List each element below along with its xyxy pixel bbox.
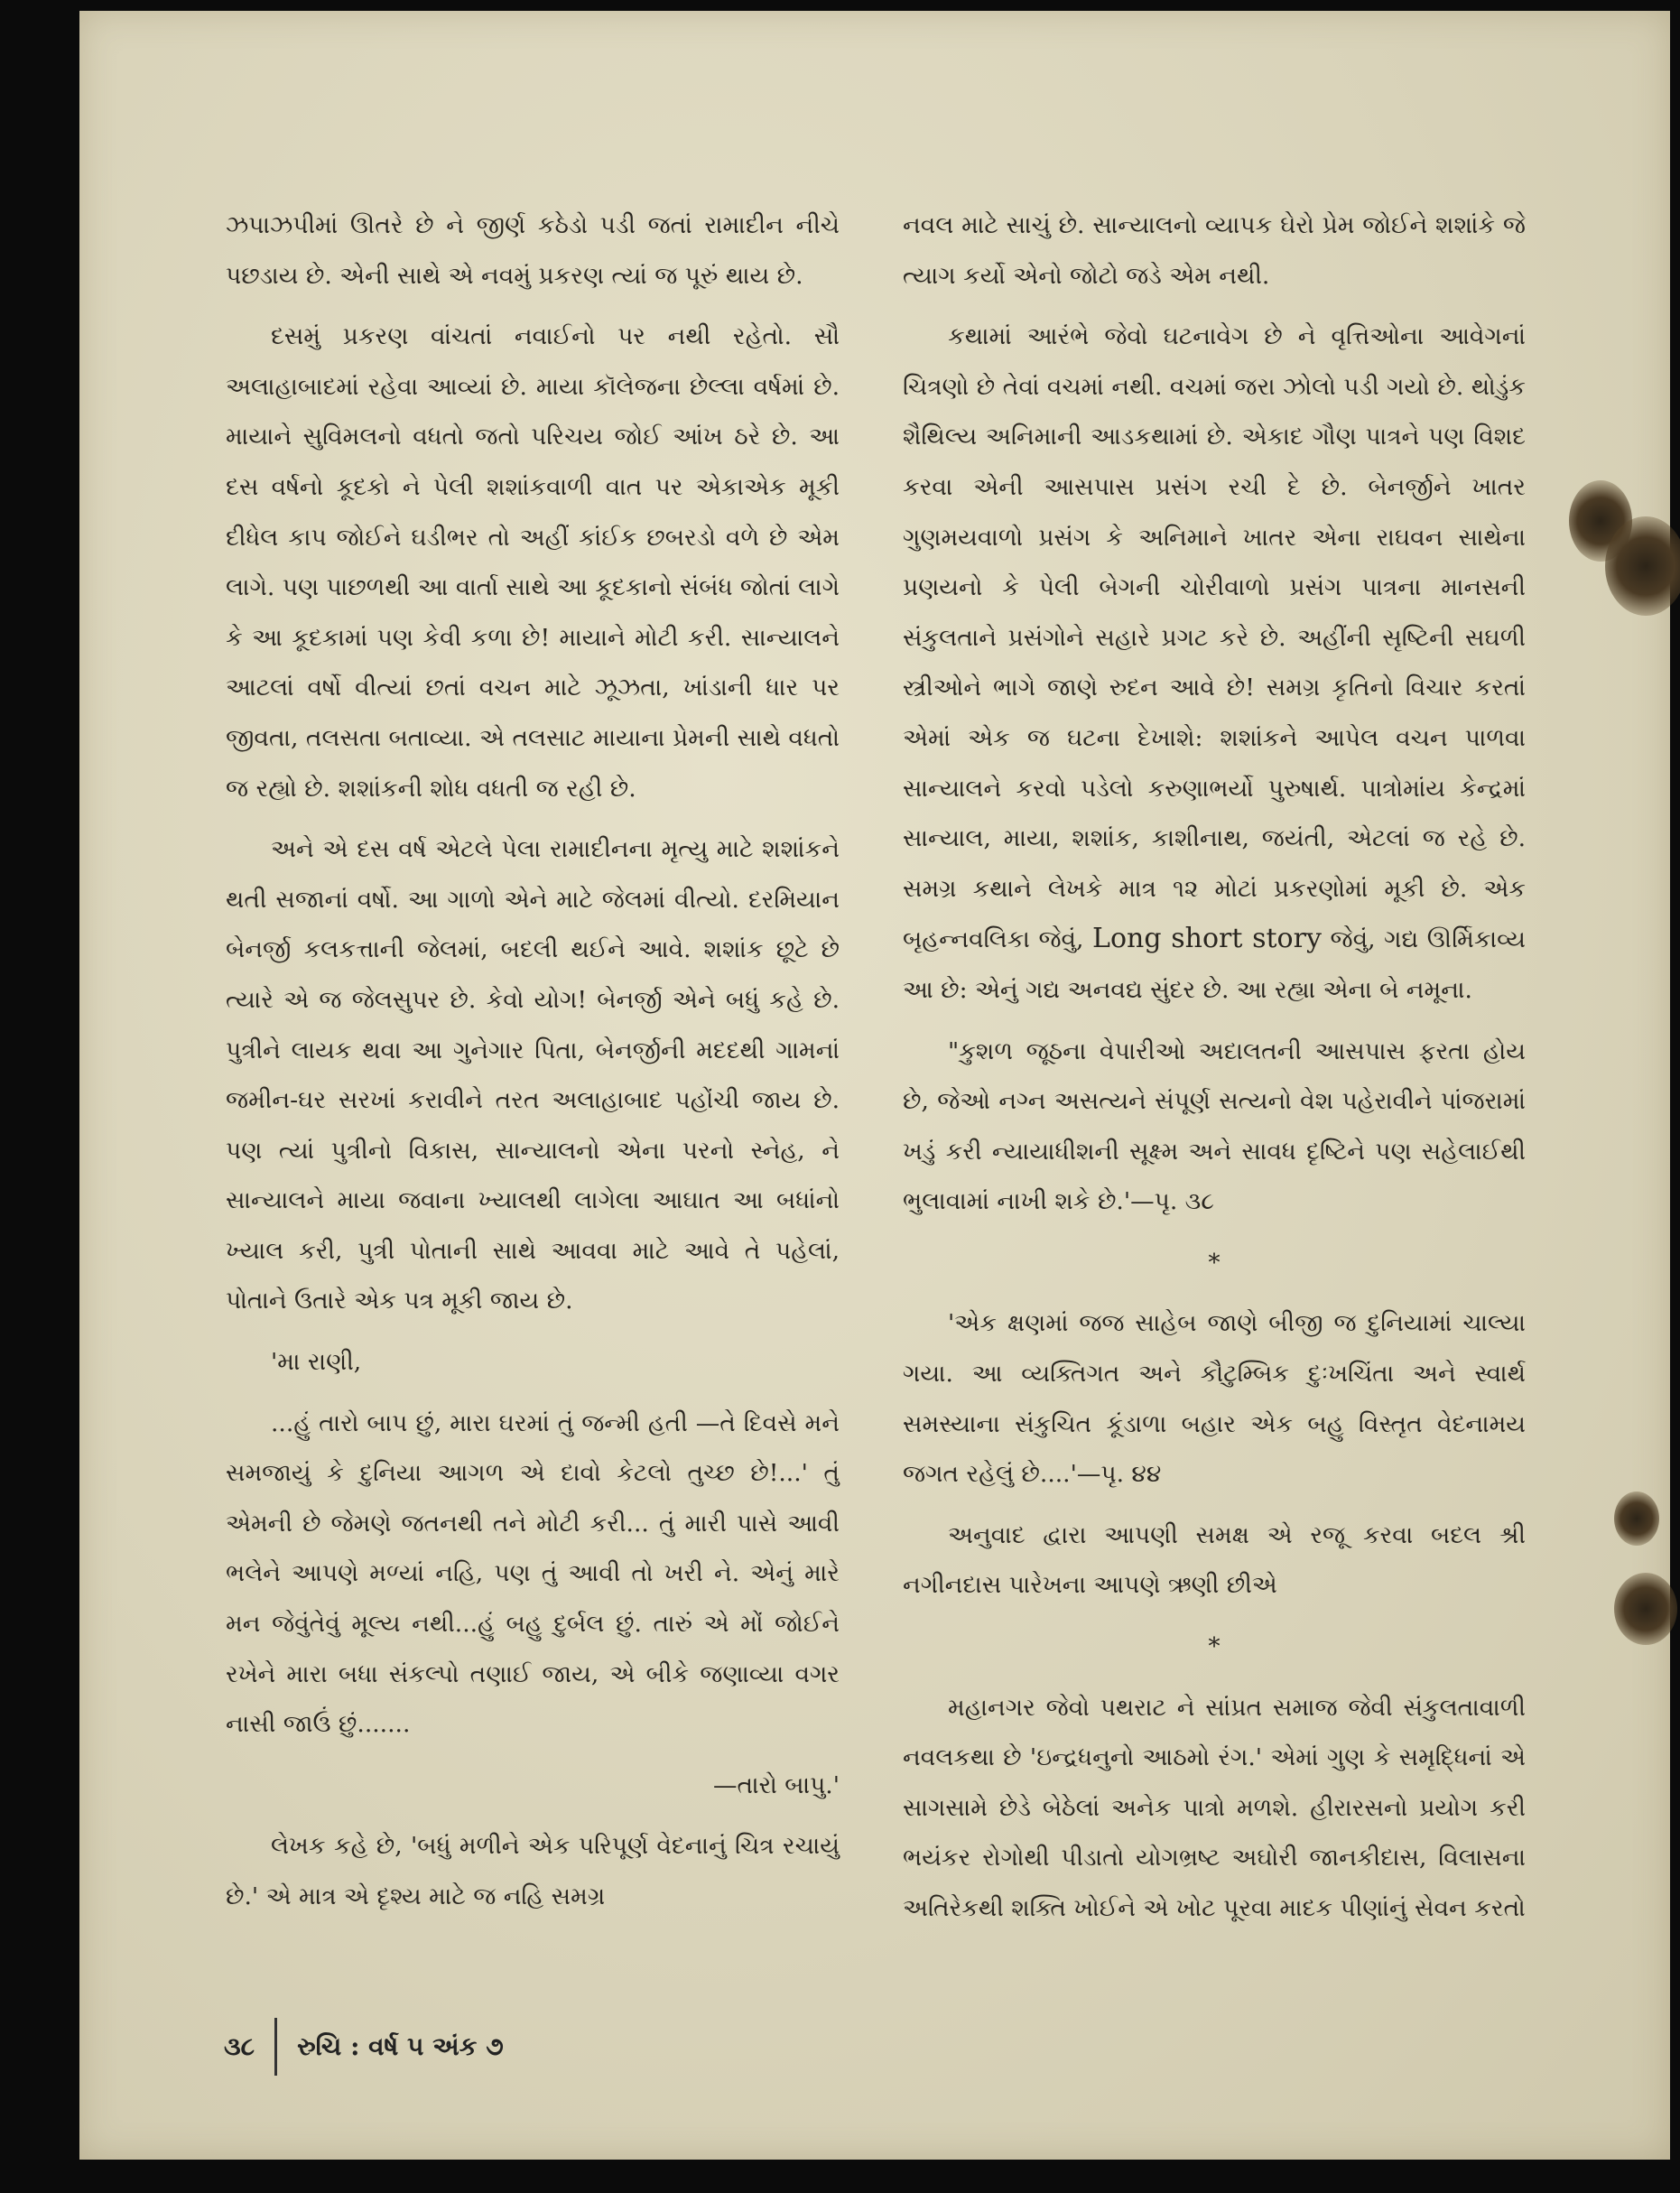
quote-1: "કુશળ જૂઠના વેપારીઓ અદાલતની આસપાસ ફરતા હોય છે, જેઓ નગ્ન અસત્યને સંપૂર્ણ સત્યનો વેશ પહેરાવીને પાંજરામાં ખડું કરી ન્યાયાધીશની સૂક્ષ્મ અને સાવધ દૃષ્ટિને પણ સહેલાઈથી ભુલાવામાં નાખી શકે છે.'—પૃ. ૩૮ (903, 1036, 1526, 1216)
letter-salutation: 'મા રાણી, (271, 1348, 362, 1377)
separator-star: * (1208, 1248, 1221, 1277)
separator-wrap-1 (903, 1238, 1526, 1288)
page-footer (224, 2020, 504, 2074)
paragraph: દસમું પ્રકરણ વાંચતાં નવાઈનો પર નથી રહેતો. સૌ અલાહાબાદમાં રહેવા આવ્યાં છે. માયા કૉલેજના છેલ્લા વર્ષમાં છે. માયાને સુવિમલનો વધતો જતો પરિચય જોઈ આંખ ઠરે છે. આ દસ વર્ષનો કૂદકો ને પેલી શશાંકવાળી વાત પર એકાએક મૂકી દીધેલ કાપ જોઈને ઘડીભર તો અહીં કાંઈક છબરડો વળે છે એમ લાગે. પણ પાછળથી આ વાર્તા સાથે આ કૂદકાનો સંબંધ જોતાં લાગે કે આ કૂદકામાં પણ કેવી કળા છે! માયાને મોટી કરી. સાન્યાલને આટલાં વર્ષો વીત્યાં છતાં વચન માટે ઝૂઝતા, ખાંડાની ધાર પર જીવતા, તલસતા બતાવ્યા. એ તલસાટ માયાના પ્રેમની સાથે વધતો જ રહ્યો છે. શશાંકની શોધ વધતી જ રહી છે. (226, 322, 840, 803)
paragraph: અને એ દસ વર્ષ એટલે પેલા રામાદીનના મૃત્યુ માટે શશાંકને થતી સજાનાં વર્ષો. આ ગાળો એને માટે જેલમાં વીત્યો. દરમિયાન બેનર્જી કલકત્તાની જેલમાં, બદલી થઈને આવે. શશાંક છૂટે છે ત્યારે એ જ જેલસુપર છે. કેવો યોગ! બેનર્જી એને બધું કહે છે. પુત્રીને લાયક થવા આ ગુનેગાર પિતા, બેનર્જીની મદદથી ગામનાં જમીન-ઘર સરખાં કરાવીને તરત અલાહાબાદ પહોંચી જાય છે. પણ ત્યાં પુત્રીનો વિકાસ, સાન્યાલનો એના પરનો સ્નેહ, ને સાન્યાલને માયા જવાના ખ્યાલથી લાગેલા આઘાત આ બધાંનો ખ્યાલ કરી, પુત્રી પોતાની સાથે આવવા માટે આવે તે પહેલાં, પોતાને ઉતારે એક પત્ર મૂકી જાય છે. (226, 835, 840, 1315)
letter-signature: —તારો બાપુ.' (713, 1770, 840, 1799)
paragraph: મહાનગર જેવો પથરાટ ને સાંપ્રત સમાજ જેવી સંકુલતાવાળી નવલકથા છે 'ઇન્દ્રધનુનો આઠમો રંગ.' એમાં ગુણ કે સમૃદ્ધિનાં એ સાગસામે છેડે બેઠેલાં અનેક પાત્રો મળશે. હીરારસનો પ્રયોગ કરી ભયંકર રોગોથી પીડાતો યોગભ્રષ્ટ અઘોરી જાનકીદાસ, વિલાસના અતિરેકથી શક્તિ ખોઈને એ ખોટ પૂરવા માદક પીણાંનું સેવન કરતો (903, 1693, 1526, 1922)
right-column (903, 200, 1526, 1945)
ink-stain (1605, 516, 1680, 616)
magazine-page (79, 11, 1670, 2160)
footer-divider (274, 2018, 277, 2076)
paragraph: ઝપાઝપીમાં ઊતરે છે ને જીર્ણ કઠેડો પડી જતાં રામાદીન નીચે પછડાય છે. એની સાથે એ નવમું પ્રકરણ ત્યાં જ પૂરું થાય છે. (226, 211, 840, 290)
letter-signature-wrap (226, 1761, 840, 1811)
ink-stain (1614, 1491, 1659, 1546)
letter-body: ...હું તારો બાપ છું, મારા ઘરમાં તું જન્મી હતી —તે દિવસે મને સમજાયું કે દુનિયા આગળ એ દાવો કેટલો તુચ્છ છે!...' તું એમની છે જેમણે જતનથી તને મોટી કરી... તું મારી પાસે આવી ભલેને આપણે મળ્યાં નહિ, પણ તું આવી તો ખરી ને. એનું મારે મન જેવુંતેવું મૂલ્ય નથી...હું બહુ દુર્બલ છું. તારું એ મોં જોઈને રખેને મારા બધા સંકલ્પો તણાઈ જાય, એ બીકે જણાવ્યા વગર નાસી જાઉં છું....... (226, 1408, 840, 1739)
ink-stain (1614, 1573, 1677, 1645)
quote-2: 'એક ક્ષણમાં જજ સાહેબ જાણે બીજી જ દુનિયામાં ચાલ્યા ગયા. આ વ્યક્તિગત અને કૌટુમ્બિક દુઃખચિંતા અને સ્વાર્થ સમસ્યાના સંકુચિત કૂંડાળા બહાર એક બહુ વિસ્તૃત વેદનામય જગત રહેલું છે....'—પૃ. ૪૪ (903, 1309, 1526, 1489)
left-column (226, 200, 840, 1933)
page-number: ૩૮ (224, 2031, 255, 2061)
paragraph (903, 311, 1526, 1015)
journal-issue: રુચિ : વર્ષ ૫ અંક ૭ (297, 2031, 504, 2061)
paragraph-text: કથામાં આરંભે જેવો ઘટનાવેગ છે ને વૃત્તિઓના આવેગનાં ચિત્રણો છે તેવાં વચમાં નથી. વચમાં જરા ઝોલો પડી ગયો છે. થોડુંક શૈથિલ્ય અનિમાની આડકથામાં છે. એકાદ ગૌણ પાત્રને પણ વિશદ કરવા એની આસપાસ પ્રસંગ રચી દે છે. બેનર્જીને ખાતર ગુણમયવાળો પ્રસંગ કે અનિમાને ખાતર એના રાઘવન સાથેના પ્રણયનો કે પેલી બેગની ચોરીવાળો પ્રસંગ પાત્રના માનસની સંકુલતાને પ્રસંગોને સહારે પ્રગટ કરે છે. અહીંની સૃષ્ટિની સઘળી સ્ત્રીઓને ભાગે જાણે રુદન આવે છે! સમગ્ર કૃતિનો વિચાર કરતાં એમાં એક જ ઘટના દેખાશે: શશાંકને આપેલ વચન પાળવા સાન્યાલને કરવો પડેલો કરુણાભર્યો પુરુષાર્થ. પાત્રોમાંય કેન્દ્રમાં સાન્યાલ, માયા, શશાંક, કાશીનાથ, જયંતી, એટલાં જ રહે છે. સમગ્ર કથાને લેખકે માત્ર ૧૨ મોટાં પ્રકરણોમાં મૂકી છે. એક બૃહન્નવલિકા જેવું, (903, 322, 1526, 954)
latin-phrase: Long short story (1092, 923, 1322, 955)
paragraph: લેખક કહે છે, 'બધું મળીને એક પરિપૂર્ણ વેદનાનું ચિત્ર રચાયું છે.' એ માત્ર એ દૃશ્ય માટે જ નહિ સમગ્ર (226, 1832, 840, 1910)
separator-wrap-2 (903, 1622, 1526, 1672)
separator-star: * (1208, 1632, 1221, 1661)
paragraph-text-cont: જેવું, ગદ્ય ઊર્મિકાવ્ય આ છે: એનું ગદ્ય અનવદ્ય સુંદર છે. આ રહ્યા એના બે નમૂના. (903, 925, 1526, 1004)
paragraph: અનુવાદ દ્વારા આપણી સમક્ષ એ રજૂ કરવા બદલ શ્રી નગીનદાસ પારેખના આપણે ઋણી છીએ (903, 1520, 1526, 1600)
paragraph: નવલ માટે સાચું છે. સાન્યાલનો વ્યાપક ઘેરો પ્રેમ જોઈને શશાંકે જે ત્યાગ કર્યો એનો જોટો જડે એમ નથી. (903, 211, 1526, 290)
